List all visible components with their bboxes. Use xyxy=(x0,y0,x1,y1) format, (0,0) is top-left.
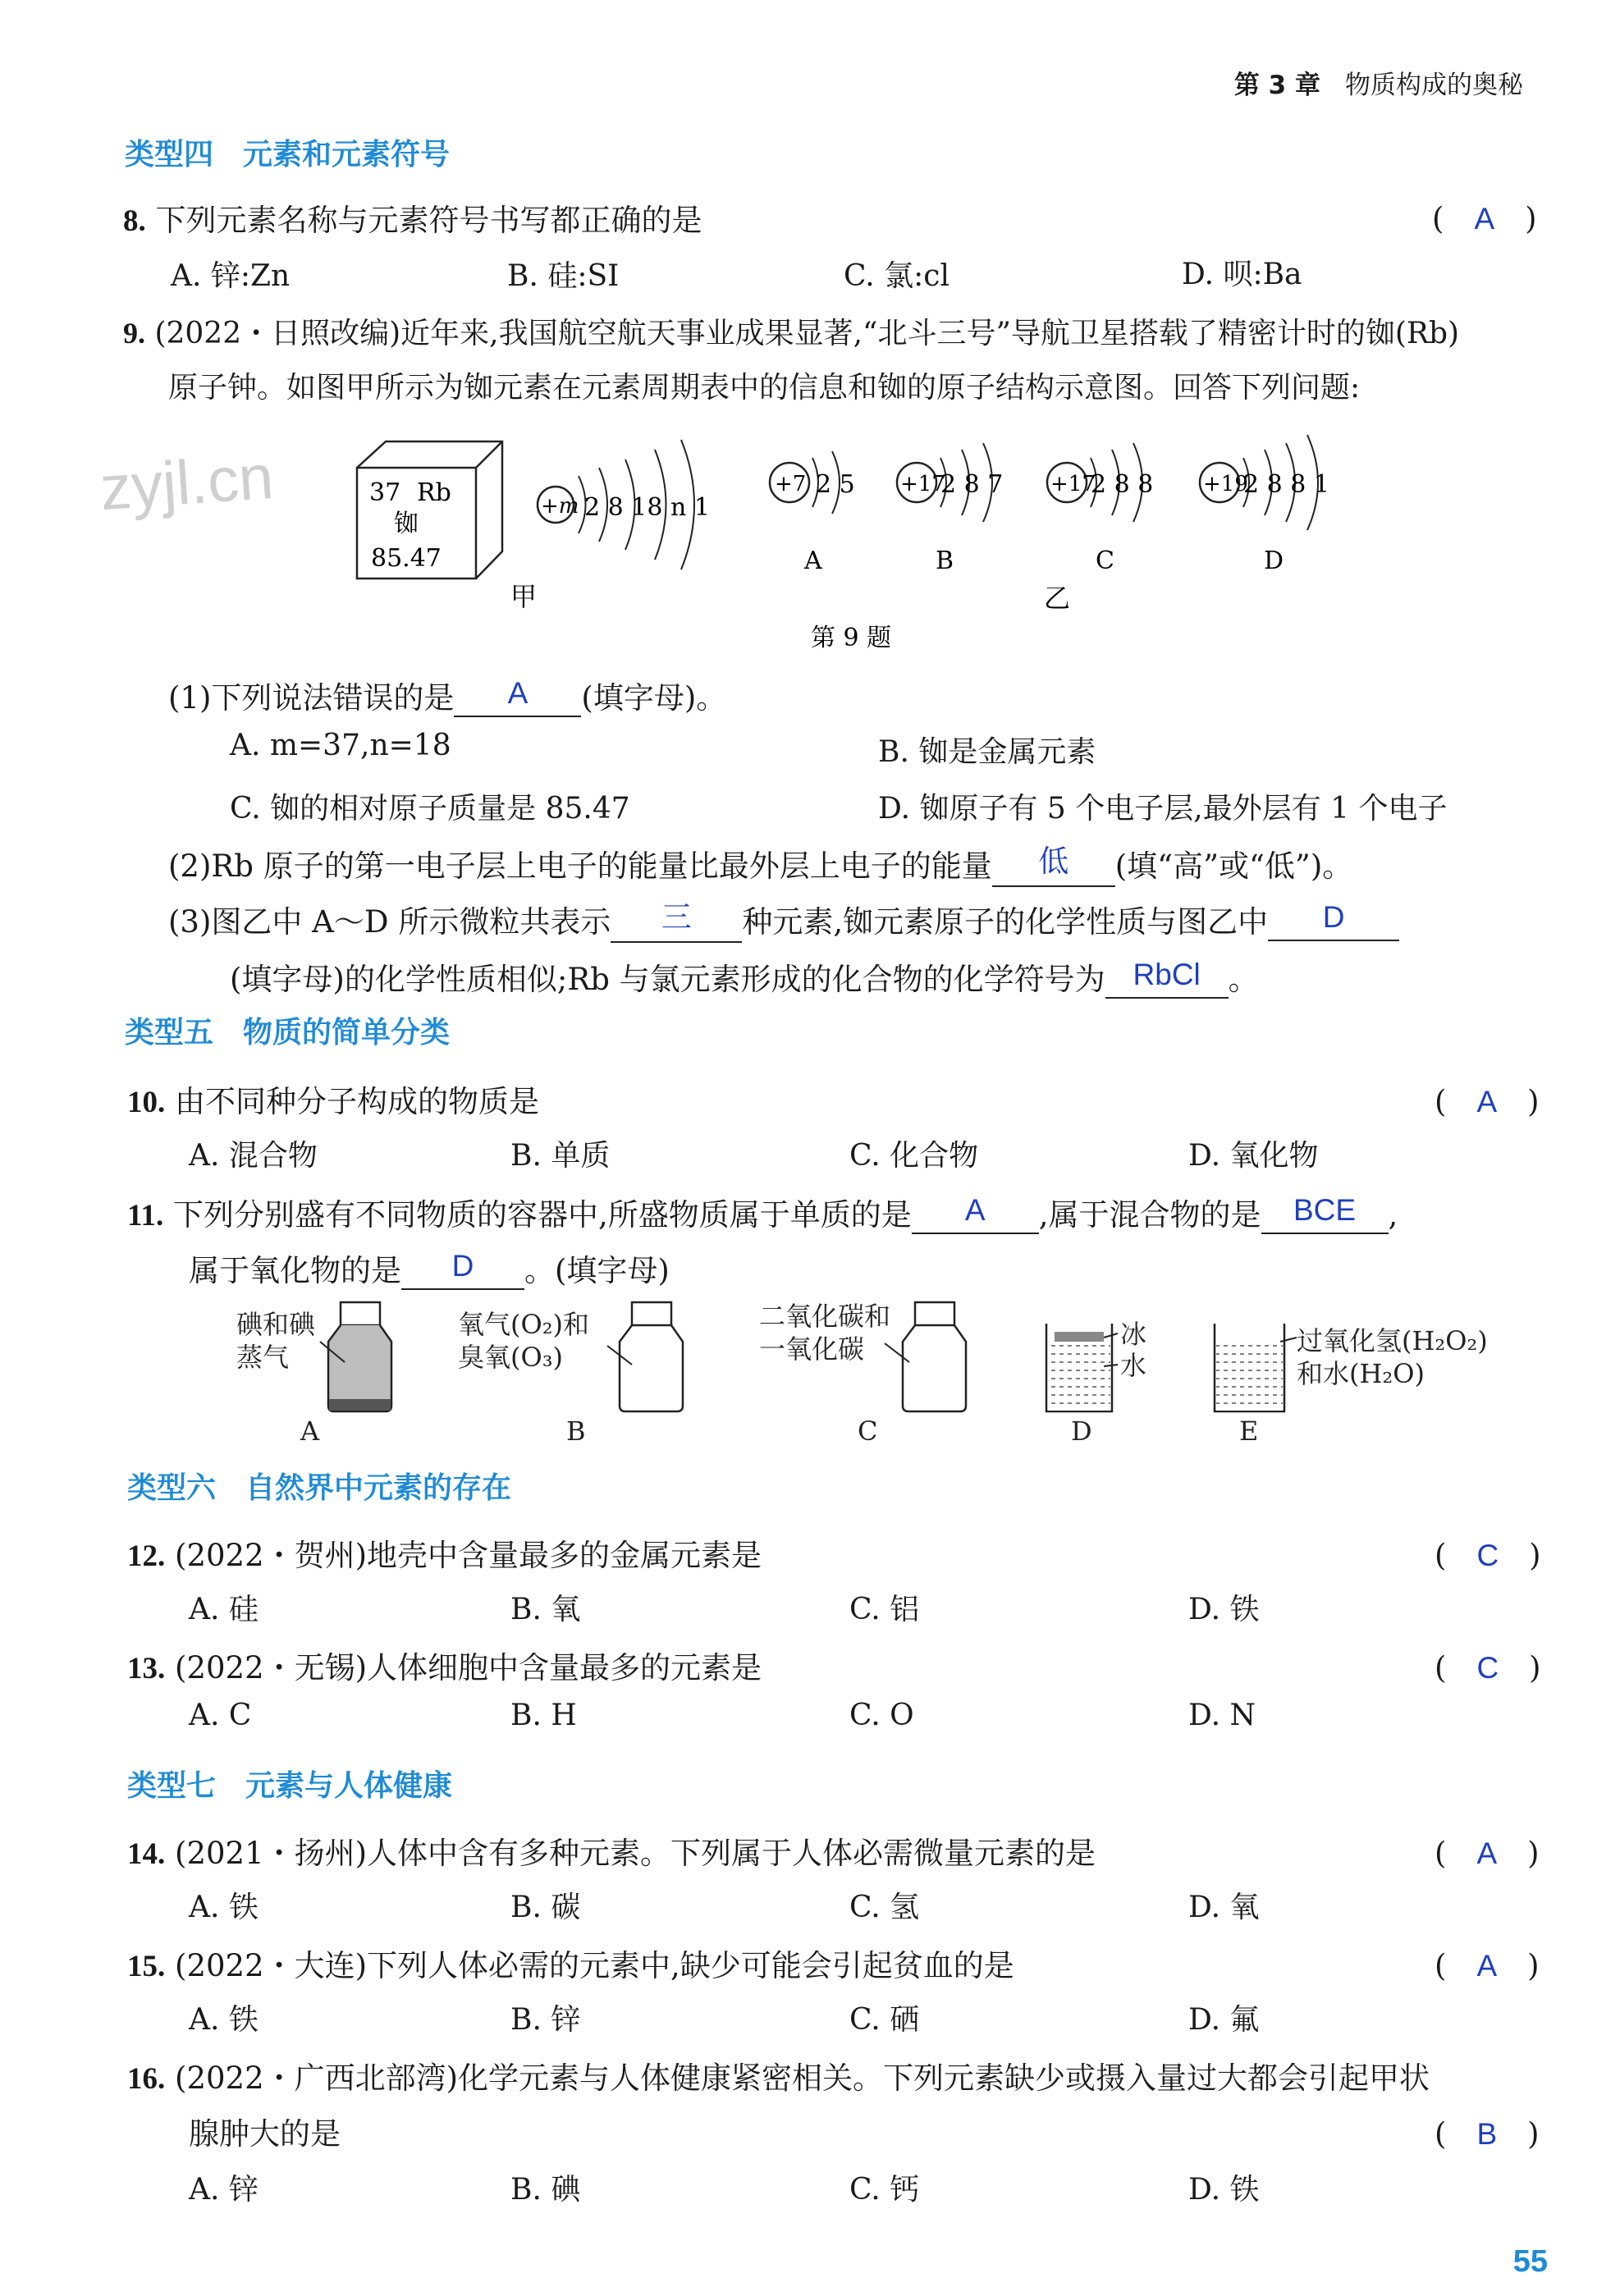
option: B. H xyxy=(510,1699,577,1732)
question-11-line2: 属于氧化物的是 D 。(填字母) xyxy=(189,1249,670,1288)
option: D. 氟 xyxy=(1188,2003,1260,2037)
element-name: 铷 xyxy=(394,510,419,538)
atomic-number: 37 xyxy=(369,478,401,507)
svg-text:臭氧(O₃): 臭氧(O₃) xyxy=(458,1342,564,1373)
q9-sub2: (2)Rb 原子的第一电子层上电子的能量比最外层上电子的能量 低 (填“高”或“低”)。 xyxy=(168,841,1352,887)
question-8: 8. 下列元素名称与元素符号书写都正确的是 xyxy=(123,203,702,238)
option: C. 氢 xyxy=(849,1891,920,1924)
answer-15: ( A ) xyxy=(1435,1948,1540,1983)
containers-figure xyxy=(222,1292,1502,1457)
svg-text:+m: +m xyxy=(541,494,579,519)
question-14: 14. (2021・扬州)人体中含有多种元素。下列属于人体必需微量元素的是 xyxy=(127,1836,1096,1871)
svg-text:A: A xyxy=(300,1416,320,1447)
option: B. 锌 xyxy=(510,2003,581,2037)
particle-c xyxy=(1047,443,1153,575)
answer-8: ( A ) xyxy=(1432,201,1537,236)
option: D. 呗:Ba xyxy=(1182,258,1302,291)
option: C. 硒 xyxy=(849,2003,920,2037)
option: A. 铁 xyxy=(189,1891,259,1924)
option: D. 铷原子有 5 个电子层,最外层有 1 个电子 xyxy=(878,792,1448,826)
figure-9 xyxy=(328,410,1379,656)
svg-text:碘和碘: 碘和碘 xyxy=(236,1309,316,1340)
svg-text:C: C xyxy=(1096,547,1114,575)
option: D. 铁 xyxy=(1188,1593,1260,1626)
question-9-line2: 原子钟。如图甲所示为铷元素在元素周期表中的信息和铷的原子结构示意图。回答下列问题: xyxy=(168,371,1361,405)
answer-12: ( C ) xyxy=(1435,1538,1541,1573)
question-10: 10. 由不同种分子构成的物质是 xyxy=(127,1084,540,1119)
particle-b xyxy=(897,443,1003,575)
option: B. 碳 xyxy=(510,1891,581,1924)
chapter-label: 第 3 章 xyxy=(1233,71,1320,100)
particle-d xyxy=(1200,435,1329,575)
question-16-line2: 腺肿大的是 xyxy=(189,2116,341,2152)
svg-text:二氧化碳和: 二氧化碳和 xyxy=(759,1301,891,1332)
option: A. 锌 xyxy=(189,2173,259,2207)
option: C. 铷的相对原子质量是 85.47 xyxy=(230,792,630,826)
page-number: 55 xyxy=(1512,2244,1548,2279)
option: A. 混合物 xyxy=(189,1139,318,1173)
option: A. m=37,n=18 xyxy=(230,729,451,762)
label-jia: 甲 xyxy=(510,581,538,612)
option: A. 硅 xyxy=(189,1593,259,1626)
option: D. N xyxy=(1188,1699,1256,1732)
option: B. 氧 xyxy=(510,1593,581,1626)
q9-sub3-line2: (填字母)的化学性质相似;Rb 与氯元素形成的化合物的化学符号为 RbCl 。 xyxy=(230,958,1259,997)
option: A. 铁 xyxy=(189,2003,259,2037)
svg-text:一氧化碳: 一氧化碳 xyxy=(759,1333,865,1365)
section-title-5: 类型五 物质的简单分类 xyxy=(125,1016,451,1050)
label-yi: 乙 xyxy=(1044,583,1071,614)
option: B. 铷是金属元素 xyxy=(878,735,1096,769)
option: C. 化合物 xyxy=(849,1139,979,1173)
svg-text:C: C xyxy=(858,1416,878,1447)
question-11: 11. 下列分别盛有不同物质的容器中,所盛物质属于单质的是 A ,属于混合物的是 BCE , xyxy=(127,1193,1398,1233)
periodic-table-cell xyxy=(357,441,502,579)
question-13: 13. (2022・无锡)人体细胞中含量最多的元素是 xyxy=(127,1650,762,1685)
answer-14: ( A ) xyxy=(1435,1836,1540,1871)
svg-text:B: B xyxy=(936,547,954,575)
option: A. C xyxy=(189,1699,252,1732)
svg-text:+7: +7 xyxy=(775,472,807,496)
svg-text:2 8 8: 2 8 8 xyxy=(1091,470,1154,499)
option: B. 碘 xyxy=(510,2173,581,2207)
option: D. 氧化物 xyxy=(1188,1139,1319,1173)
option: D. 氧 xyxy=(1188,1891,1260,1924)
svg-text:B: B xyxy=(566,1416,586,1447)
question-15: 15. (2022・大连)下列人体必需的元素中,缺少可能会引起贫血的是 xyxy=(127,1948,1014,1983)
svg-text:水: 水 xyxy=(1120,1350,1147,1381)
option: C. 铝 xyxy=(849,1593,920,1626)
particle-a xyxy=(770,451,855,575)
answer-16: ( B ) xyxy=(1435,2116,1540,2152)
section-title-6: 类型六 自然界中元素的存在 xyxy=(127,1471,512,1505)
svg-text:D: D xyxy=(1264,547,1284,575)
svg-text:2 8 8 1: 2 8 8 1 xyxy=(1243,470,1329,499)
svg-text:蒸气: 蒸气 xyxy=(236,1342,290,1373)
svg-text:+17: +17 xyxy=(900,472,945,496)
rb-electrons: 2 8 18 n 1 xyxy=(584,493,710,522)
page-header xyxy=(1234,64,1523,101)
q9-sub3: (3)图乙中 A～D 所示微粒共表示 三 种元素,铷元素原子的化学性质与图乙中 D xyxy=(168,897,1399,943)
svg-text:+19: +19 xyxy=(1203,472,1248,496)
svg-text:D: D xyxy=(1071,1416,1092,1447)
q9-sub1: (1)下列说法错误的是 A (填字母)。 xyxy=(168,676,727,716)
answer-13: ( C ) xyxy=(1435,1650,1541,1685)
atomic-mass: 85.47 xyxy=(371,544,442,573)
section-title-7: 类型七 元素与人体健康 xyxy=(127,1769,453,1803)
question-16: 16. (2022・广西北部湾)化学元素与人体健康紧密相关。下列元素缺少或摄入量过大都会引起甲状 xyxy=(127,2060,1430,2096)
question-9: 9. (2022・日照改编)近年来,我国航空航天事业成果显著,“北斗三号”导航卫星搭载了精密计时的铷(Rb) xyxy=(123,317,1460,350)
option: C. O xyxy=(849,1699,914,1732)
option: C. 氯:cl xyxy=(844,259,950,293)
chapter-title: 物质构成的奥秘 xyxy=(1345,71,1523,100)
svg-text:2 5: 2 5 xyxy=(816,470,855,499)
rb-atom-diagram xyxy=(538,440,710,569)
option: B. 硅:SI xyxy=(507,259,620,293)
element-symbol: Rb xyxy=(417,478,451,507)
svg-text:氧气(O₂)和: 氧气(O₂)和 xyxy=(458,1309,590,1340)
option: B. 单质 xyxy=(510,1139,611,1173)
question-12: 12. (2022・贺州)地壳中含量最多的金属元素是 xyxy=(127,1538,762,1573)
watermark: zyjl.cn xyxy=(98,441,276,524)
answer-10: ( A ) xyxy=(1435,1084,1540,1119)
svg-text:+17: +17 xyxy=(1050,472,1096,496)
svg-text:过氧化氢(H₂O₂): 过氧化氢(H₂O₂) xyxy=(1297,1325,1488,1356)
svg-text:2 8 7: 2 8 7 xyxy=(940,470,1004,499)
option: C. 钙 xyxy=(849,2173,920,2207)
svg-text:A: A xyxy=(804,547,822,575)
option: D. 铁 xyxy=(1188,2173,1260,2207)
figure-caption: 第 9 题 xyxy=(811,624,892,652)
svg-text:冰: 冰 xyxy=(1120,1319,1147,1350)
option: A. 锌:Zn xyxy=(171,259,291,293)
svg-text:E: E xyxy=(1239,1416,1259,1447)
svg-text:和水(H₂O): 和水(H₂O) xyxy=(1297,1358,1425,1389)
section-title-4: 类型四 元素和元素符号 xyxy=(125,138,451,172)
